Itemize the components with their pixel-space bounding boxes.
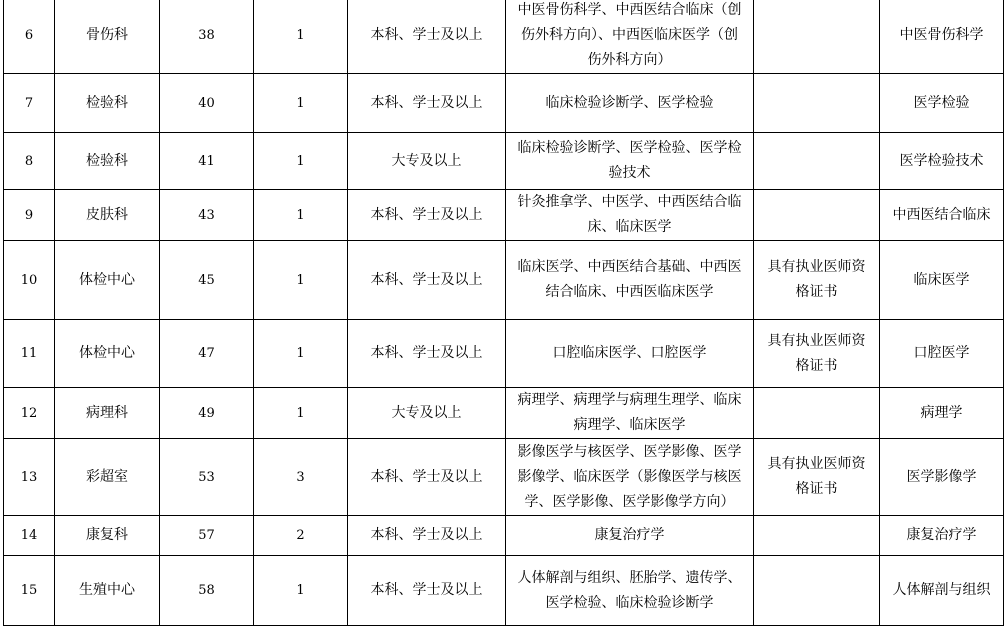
table-row xyxy=(4,241,1004,320)
row-number-cell: 11 xyxy=(4,320,55,388)
major-cell-line: 临床检验诊断学、医学检验 xyxy=(545,94,714,111)
major-cell xyxy=(506,320,754,388)
position-code-cell: 57 xyxy=(160,516,254,556)
education-cell: 本科、学士及以上 xyxy=(348,190,506,241)
education-cell: 本科、学士及以上 xyxy=(348,556,506,626)
table-row xyxy=(4,516,1004,556)
position-code-cell: 43 xyxy=(160,190,254,241)
qualification-title-cell: 医学检验 xyxy=(880,74,1004,133)
position-code-cell: 45 xyxy=(160,241,254,320)
requirement-cell xyxy=(754,388,880,439)
education-cell: 本科、学士及以上 xyxy=(348,74,506,133)
major-cell-line: 针灸推拿学、中医学、中西医结合临 xyxy=(517,194,742,210)
position-code-cell: 41 xyxy=(160,133,254,190)
education-cell: 大专及以上 xyxy=(348,388,506,439)
department-cell: 病理科 xyxy=(55,388,160,439)
education-cell: 本科、学士及以上 xyxy=(348,516,506,556)
row-number-cell: 9 xyxy=(4,190,55,241)
row-number-cell: 6 xyxy=(4,0,55,74)
major-cell-line: 病理学、病理学与病理生理学、临床 xyxy=(517,392,742,408)
row-number-cell: 12 xyxy=(4,388,55,439)
table-row xyxy=(4,133,1004,190)
headcount-cell: 1 xyxy=(254,388,348,439)
requirement-cell-line: 格证书 xyxy=(795,357,838,374)
position-code-cell: 38 xyxy=(160,0,254,74)
major-cell xyxy=(506,133,754,190)
major-cell-line: 医学检验、临床检验诊断学 xyxy=(545,594,714,611)
headcount-cell: 1 xyxy=(254,0,348,74)
major-cell-line: 临床医学、中西医结合基础、中西医 xyxy=(517,259,742,275)
headcount-cell: 2 xyxy=(254,516,348,556)
major-cell-line: 影像学、临床医学（影像医学与核医 xyxy=(517,468,742,485)
major-cell-line: 结合临床、中西医临床医学 xyxy=(545,284,714,300)
requirement-cell xyxy=(754,320,880,388)
qualification-title-cell: 中医骨伤科学 xyxy=(880,0,1004,74)
major-cell-line: 中医骨伤科学、中西医结合临床（创 xyxy=(517,2,742,18)
department-cell: 皮肤科 xyxy=(55,190,160,241)
qualification-title-cell: 中西医结合临床 xyxy=(880,190,1004,241)
table-row xyxy=(4,439,1004,516)
requirement-cell-line: 具有执业医师资 xyxy=(767,332,866,349)
department-cell: 体检中心 xyxy=(55,241,160,320)
qualification-title-cell: 医学影像学 xyxy=(880,439,1004,516)
department-cell: 彩超室 xyxy=(55,439,160,516)
major-cell-line: 影像医学与核医学、医学影像、医学 xyxy=(517,443,742,460)
row-number-cell: 13 xyxy=(4,439,55,516)
qualification-title-cell: 临床医学 xyxy=(880,241,1004,320)
requirement-cell xyxy=(754,0,880,74)
position-code-cell: 49 xyxy=(160,388,254,439)
row-number-cell: 14 xyxy=(4,516,55,556)
row-number-cell: 10 xyxy=(4,241,55,320)
major-cell xyxy=(506,516,754,556)
department-cell: 生殖中心 xyxy=(55,556,160,626)
table-row xyxy=(4,0,1004,74)
requirement-cell xyxy=(754,516,880,556)
row-number-cell: 7 xyxy=(4,74,55,133)
requirement-cell xyxy=(754,190,880,241)
major-cell xyxy=(506,0,754,74)
headcount-cell: 1 xyxy=(254,74,348,133)
requirement-cell-line: 格证书 xyxy=(795,284,838,300)
department-cell: 检验科 xyxy=(55,133,160,190)
requirement-cell-line: 具有执业医师资 xyxy=(767,456,866,472)
qualification-title-cell: 病理学 xyxy=(880,388,1004,439)
requirement-cell-line: 格证书 xyxy=(795,481,838,497)
education-cell: 大专及以上 xyxy=(348,133,506,190)
row-number-cell: 15 xyxy=(4,556,55,626)
qualification-title-cell: 口腔医学 xyxy=(880,320,1004,388)
major-cell-line: 病理学、临床医学 xyxy=(573,417,686,433)
position-code-cell: 58 xyxy=(160,556,254,626)
headcount-cell: 3 xyxy=(254,439,348,516)
position-code-cell: 47 xyxy=(160,320,254,388)
major-cell-line: 学、医学影像、医学影像学方向） xyxy=(524,493,735,510)
major-cell xyxy=(506,74,754,133)
requirement-cell xyxy=(754,439,880,516)
department-cell: 检验科 xyxy=(55,74,160,133)
major-cell-line: 康复治疗学 xyxy=(594,527,665,543)
requirement-cell-line: 具有执业医师资 xyxy=(767,259,866,275)
major-cell-line: 伤外科方向） xyxy=(587,52,672,68)
headcount-cell: 1 xyxy=(254,133,348,190)
requirement-cell xyxy=(754,556,880,626)
major-cell xyxy=(506,190,754,241)
major-cell-line: 人体解剖与组织、胚胎学、遗传学、 xyxy=(517,569,742,586)
major-cell-line: 临床检验诊断学、医学检验、医学检 xyxy=(517,140,742,156)
department-cell: 体检中心 xyxy=(55,320,160,388)
qualification-title-cell: 医学检验技术 xyxy=(880,133,1004,190)
table-row xyxy=(4,320,1004,388)
major-cell-line: 验技术 xyxy=(608,165,651,181)
position-code-cell: 40 xyxy=(160,74,254,133)
requirement-cell xyxy=(754,241,880,320)
headcount-cell: 1 xyxy=(254,556,348,626)
table-body xyxy=(4,0,1004,626)
major-cell-line: 伤外科方向）、中西医临床医学（创 xyxy=(521,27,738,43)
department-cell: 康复科 xyxy=(55,516,160,556)
requirement-cell xyxy=(754,133,880,190)
qualification-title-cell: 人体解剖与组织 xyxy=(880,556,1004,626)
table-row xyxy=(4,190,1004,241)
table-row xyxy=(4,556,1004,626)
position-code-cell: 53 xyxy=(160,439,254,516)
department-cell: 骨伤科 xyxy=(55,0,160,74)
table-row xyxy=(4,388,1004,439)
headcount-cell: 1 xyxy=(254,241,348,320)
requirement-cell xyxy=(754,74,880,133)
education-cell: 本科、学士及以上 xyxy=(348,241,506,320)
education-cell: 本科、学士及以上 xyxy=(348,439,506,516)
headcount-cell: 1 xyxy=(254,190,348,241)
major-cell-line: 口腔临床医学、口腔医学 xyxy=(552,345,707,361)
education-cell: 本科、学士及以上 xyxy=(348,320,506,388)
qualification-title-cell: 康复治疗学 xyxy=(880,516,1004,556)
major-cell xyxy=(506,556,754,626)
education-cell: 本科、学士及以上 xyxy=(348,0,506,74)
row-number-cell: 8 xyxy=(4,133,55,190)
major-cell xyxy=(506,241,754,320)
headcount-cell: 1 xyxy=(254,320,348,388)
table-row xyxy=(4,74,1004,133)
recruitment-table xyxy=(3,0,1004,626)
major-cell xyxy=(506,439,754,516)
major-cell xyxy=(506,388,754,439)
major-cell-line: 床、临床医学 xyxy=(587,219,672,235)
